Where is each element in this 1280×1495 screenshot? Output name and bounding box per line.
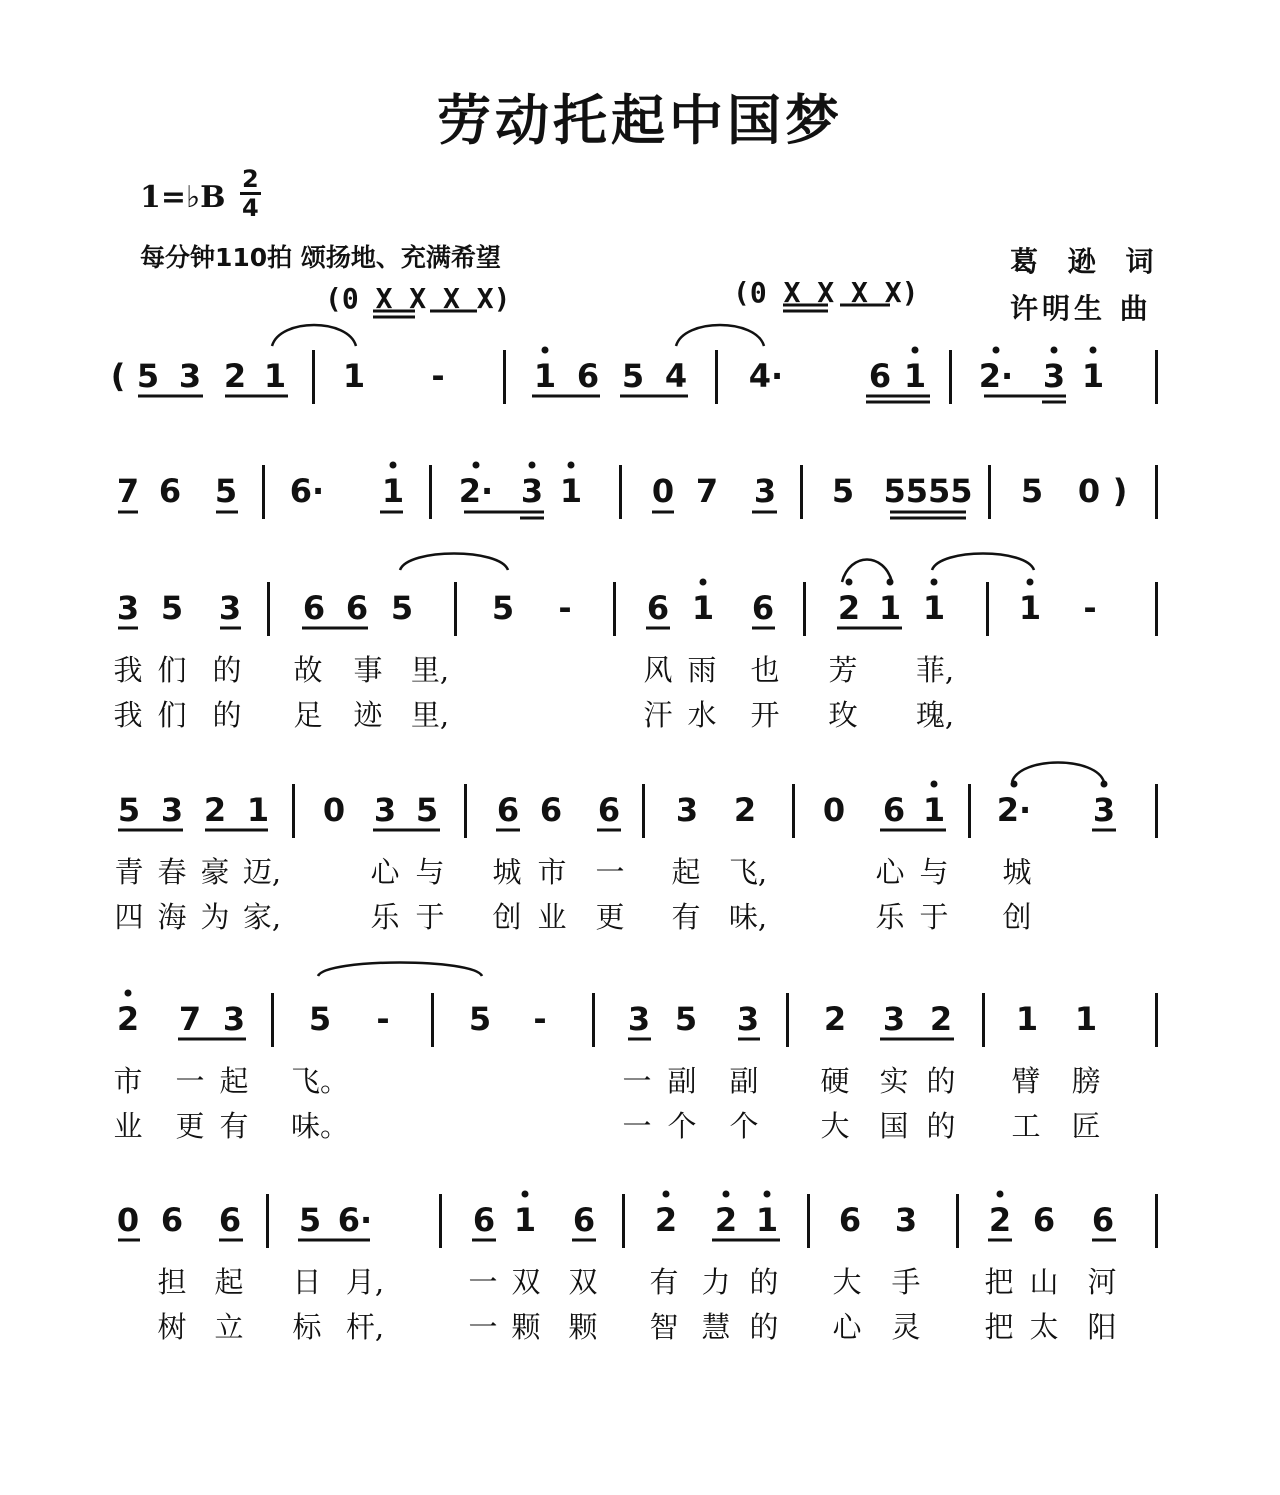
key-signature: 1=♭B bbox=[140, 180, 226, 215]
lyric-syllable: 心 bbox=[370, 855, 400, 889]
note: 1 bbox=[755, 1201, 779, 1239]
note: 2 bbox=[837, 589, 861, 627]
lyric-syllable: 手 bbox=[891, 1265, 921, 1299]
note: 5 bbox=[1020, 472, 1044, 510]
lyric-syllable: 们 bbox=[157, 653, 187, 687]
note: 3 bbox=[1042, 357, 1066, 395]
note: 5 bbox=[831, 472, 855, 510]
barline bbox=[642, 784, 645, 838]
note: 0 bbox=[1077, 472, 1101, 510]
lyric-syllable: 我 bbox=[113, 698, 143, 732]
barline bbox=[292, 784, 295, 838]
lyric-syllable: 业 bbox=[537, 900, 567, 934]
note: 2 bbox=[714, 1201, 738, 1239]
note: 6 bbox=[572, 1201, 596, 1239]
note: 6 bbox=[1091, 1201, 1115, 1239]
lyric-syllable: 味, bbox=[728, 900, 768, 934]
lyric-syllable: 山 bbox=[1029, 1265, 1059, 1299]
note: 3 bbox=[160, 791, 184, 829]
lyric-syllable: 慧 bbox=[701, 1310, 731, 1344]
lyric-syllable: 豪 bbox=[200, 855, 230, 889]
note: 2 bbox=[654, 1201, 678, 1239]
lyric-syllable: 迹 bbox=[353, 698, 383, 732]
note: 6 bbox=[218, 1201, 242, 1239]
lyric-syllable: 太 bbox=[1029, 1310, 1059, 1344]
barline bbox=[807, 1194, 810, 1248]
lyric-syllable: 为 bbox=[200, 900, 230, 934]
note: 5 bbox=[136, 357, 160, 395]
lyric-syllable: 乐 bbox=[370, 900, 400, 934]
note: 3 bbox=[736, 1000, 760, 1038]
barline bbox=[464, 784, 467, 838]
lyric-syllable: 双 bbox=[568, 1265, 598, 1299]
lyric-syllable: 与 bbox=[415, 855, 445, 889]
lyric-syllable: 足 bbox=[293, 698, 323, 732]
barline bbox=[1155, 582, 1158, 636]
note: 6 bbox=[576, 357, 600, 395]
bracket: ) bbox=[1112, 472, 1128, 510]
note: 7 bbox=[116, 472, 140, 510]
lyric-syllable: 春 bbox=[157, 855, 187, 889]
lyric-syllable: 臂 bbox=[1011, 1064, 1041, 1098]
note: 6 bbox=[496, 791, 520, 829]
lyric-syllable: 一 bbox=[468, 1265, 498, 1299]
percussion-pattern-1: (0 X X X X) bbox=[325, 282, 511, 315]
score-row-5 bbox=[0, 999, 1280, 1059]
lyric-syllable: 事 bbox=[353, 653, 383, 687]
lyric-syllable: 担 bbox=[157, 1265, 187, 1299]
lyric-syllable: 更 bbox=[595, 900, 625, 934]
lyric-syllable: 灵 bbox=[891, 1310, 921, 1344]
lyric-syllable: 飞。 bbox=[290, 1064, 350, 1098]
lyric-syllable: 双 bbox=[511, 1265, 541, 1299]
tie-slur bbox=[676, 325, 764, 346]
note: 2· bbox=[458, 472, 494, 510]
note: 3 bbox=[627, 1000, 651, 1038]
barline bbox=[622, 1194, 625, 1248]
hold-dash: - bbox=[376, 1000, 390, 1038]
lyric-syllable: 城 bbox=[1002, 855, 1032, 889]
note: 3 bbox=[218, 589, 242, 627]
note: 2 bbox=[929, 1000, 953, 1038]
barline bbox=[715, 350, 718, 404]
time-denominator: 4 bbox=[242, 194, 259, 222]
lyric-syllable: 里, bbox=[410, 698, 450, 732]
note: 3 bbox=[222, 1000, 246, 1038]
lyric-syllable: 芳 bbox=[828, 653, 858, 687]
note: 3 bbox=[675, 791, 699, 829]
barline bbox=[1155, 350, 1158, 404]
lyric-syllable: 家, bbox=[242, 900, 282, 934]
barline bbox=[266, 1194, 269, 1248]
lyric-syllable: 雨 bbox=[687, 653, 717, 687]
lyric-syllable: 创 bbox=[1002, 900, 1032, 934]
lyric-syllable: 有 bbox=[671, 900, 701, 934]
lyric-syllable: 力 bbox=[701, 1265, 731, 1299]
note: 2 bbox=[988, 1201, 1012, 1239]
lyric-syllable: 一 bbox=[175, 1064, 205, 1098]
lyric-syllable: 心 bbox=[832, 1310, 862, 1344]
octave-dot bbox=[993, 347, 1000, 354]
lyric-syllable: 更 bbox=[175, 1109, 205, 1143]
barline bbox=[786, 993, 789, 1047]
note: 3 bbox=[882, 1000, 906, 1038]
tie-slur bbox=[400, 554, 508, 571]
lyric-syllable: 国 bbox=[879, 1109, 909, 1143]
barline bbox=[803, 582, 806, 636]
lyric-syllable: 四 bbox=[114, 900, 144, 934]
note: 3 bbox=[520, 472, 544, 510]
lyric-syllable: 有 bbox=[219, 1109, 249, 1143]
lyricist-credit: 葛 逊 词 bbox=[1010, 245, 1164, 278]
lyric-syllable: 汗 bbox=[643, 698, 673, 732]
note: 6 bbox=[160, 1201, 184, 1239]
time-numerator: 2 bbox=[242, 165, 259, 193]
note: 1 bbox=[1018, 589, 1042, 627]
octave-dot bbox=[1051, 347, 1058, 354]
lyric-syllable: 故 bbox=[293, 653, 323, 687]
lyric-syllable: 一 bbox=[622, 1109, 652, 1143]
lyric-syllable: 也 bbox=[750, 653, 780, 687]
lyric-syllable: 河 bbox=[1087, 1265, 1117, 1299]
barline bbox=[613, 582, 616, 636]
lyric-syllable: 起 bbox=[219, 1064, 249, 1098]
barline bbox=[619, 465, 622, 519]
note: 5 bbox=[214, 472, 238, 510]
note: 5 bbox=[674, 1000, 698, 1038]
barline bbox=[949, 350, 952, 404]
octave-dot bbox=[931, 781, 938, 788]
note: 6 bbox=[302, 589, 326, 627]
score-row-1 bbox=[0, 356, 1280, 416]
note: 6 bbox=[597, 791, 621, 829]
hold-dash: - bbox=[533, 1000, 547, 1038]
barline bbox=[1155, 784, 1158, 838]
lyric-syllable: 副 bbox=[667, 1064, 697, 1098]
octave-dot bbox=[700, 579, 707, 586]
tie-slur bbox=[1012, 763, 1104, 783]
barline bbox=[503, 350, 506, 404]
barline bbox=[431, 993, 434, 1047]
octave-dot bbox=[1011, 781, 1018, 788]
percussion-pattern-2: (0 X X X X) bbox=[733, 276, 919, 309]
note: 3 bbox=[373, 791, 397, 829]
lyric-syllable: 于 bbox=[919, 900, 949, 934]
octave-dot bbox=[846, 579, 853, 586]
note: 6 bbox=[646, 589, 670, 627]
octave-dot bbox=[887, 579, 894, 586]
octave-dot bbox=[1090, 347, 1097, 354]
note: 5 bbox=[298, 1201, 322, 1239]
barline bbox=[982, 993, 985, 1047]
lyric-syllable: 工 bbox=[1011, 1109, 1041, 1143]
note: 1 bbox=[1074, 1000, 1098, 1038]
tie-slur bbox=[272, 325, 356, 346]
note: 2 bbox=[733, 791, 757, 829]
barline bbox=[439, 1194, 442, 1248]
octave-dot bbox=[390, 462, 397, 469]
octave-dot bbox=[1101, 781, 1108, 788]
lyric-syllable: 智 bbox=[649, 1310, 679, 1344]
barline bbox=[262, 465, 265, 519]
lyric-syllable: 大 bbox=[820, 1109, 850, 1143]
lyric-syllable: 于 bbox=[415, 900, 445, 934]
lyric-syllable: 阳 bbox=[1087, 1310, 1117, 1344]
note: 6 bbox=[158, 472, 182, 510]
note: 2· bbox=[978, 357, 1014, 395]
note: 3 bbox=[753, 472, 777, 510]
lyric-syllable: 与 bbox=[919, 855, 949, 889]
note: 1 bbox=[381, 472, 405, 510]
barline bbox=[429, 465, 432, 519]
note: 5 bbox=[390, 589, 414, 627]
lyric-syllable: 玫 bbox=[828, 698, 858, 732]
note: 3 bbox=[1092, 791, 1116, 829]
lyric-syllable: 把 bbox=[984, 1310, 1014, 1344]
lyric-syllable: 副 bbox=[729, 1064, 759, 1098]
barline bbox=[988, 465, 991, 519]
lyric-syllable: 菲, bbox=[915, 653, 955, 687]
barline bbox=[592, 993, 595, 1047]
lyric-syllable: 个 bbox=[667, 1109, 697, 1143]
octave-dot bbox=[931, 579, 938, 586]
lyric-syllable: 我 bbox=[113, 653, 143, 687]
note: 6 bbox=[882, 791, 906, 829]
tempo-marking: 每分钟110拍 颂扬地、充满希望 bbox=[140, 243, 501, 272]
note: 2· bbox=[996, 791, 1032, 829]
note: 5 bbox=[621, 357, 645, 395]
lyric-syllable: 味。 bbox=[290, 1109, 350, 1143]
hold-dash: - bbox=[1083, 589, 1097, 627]
lyric-syllable: 的 bbox=[926, 1109, 956, 1143]
lyric-syllable: 的 bbox=[749, 1265, 779, 1299]
lyric-syllable: 大 bbox=[832, 1265, 862, 1299]
lyric-syllable: 市 bbox=[537, 855, 567, 889]
barline bbox=[1155, 993, 1158, 1047]
barline bbox=[312, 350, 315, 404]
octave-dot bbox=[568, 462, 575, 469]
barline bbox=[1155, 465, 1158, 519]
lyric-syllable: 杆, bbox=[345, 1310, 385, 1344]
note: 6· bbox=[337, 1201, 373, 1239]
lyric-syllable: 匠 bbox=[1071, 1109, 1101, 1143]
note: 5555 bbox=[883, 472, 973, 510]
note: 5 bbox=[415, 791, 439, 829]
lyric-syllable: 一 bbox=[595, 855, 625, 889]
score-row-6 bbox=[0, 1200, 1280, 1260]
barline bbox=[968, 784, 971, 838]
barline bbox=[1155, 1194, 1158, 1248]
lyric-syllable: 心 bbox=[875, 855, 905, 889]
octave-dot bbox=[912, 347, 919, 354]
lyric-syllable: 青 bbox=[114, 855, 144, 889]
lyric-syllable: 们 bbox=[157, 698, 187, 732]
octave-dot bbox=[542, 347, 549, 354]
lyric-syllable: 把 bbox=[984, 1265, 1014, 1299]
note: 1 bbox=[922, 589, 946, 627]
note: 7 bbox=[695, 472, 719, 510]
note: 1 bbox=[342, 357, 366, 395]
time-signature bbox=[240, 166, 261, 221]
note: 6 bbox=[345, 589, 369, 627]
lyric-syllable: 的 bbox=[749, 1310, 779, 1344]
octave-dot bbox=[997, 1191, 1004, 1198]
note: 6 bbox=[751, 589, 775, 627]
note: 1 bbox=[559, 472, 583, 510]
note: 1 bbox=[1081, 357, 1105, 395]
bracket: ( bbox=[110, 357, 126, 395]
octave-dot bbox=[764, 1191, 771, 1198]
lyric-syllable: 月, bbox=[345, 1265, 385, 1299]
note: 3 bbox=[116, 589, 140, 627]
note: 2 bbox=[823, 1000, 847, 1038]
score-row-3 bbox=[0, 588, 1280, 648]
note: 5 bbox=[160, 589, 184, 627]
score-row-2 bbox=[0, 471, 1280, 531]
note: 1 bbox=[691, 589, 715, 627]
song-title: 劳动托起中国梦 bbox=[437, 88, 843, 152]
lyric-syllable: 树 bbox=[157, 1310, 187, 1344]
barline bbox=[800, 465, 803, 519]
lyric-syllable: 日 bbox=[292, 1265, 322, 1299]
note: 2 bbox=[116, 1000, 140, 1038]
lyric-syllable: 飞, bbox=[728, 855, 768, 889]
lyric-syllable: 风 bbox=[643, 653, 673, 687]
barline bbox=[267, 582, 270, 636]
hold-dash: - bbox=[431, 357, 445, 395]
octave-dot bbox=[663, 1191, 670, 1198]
note: 1 bbox=[1015, 1000, 1039, 1038]
hold-dash: - bbox=[558, 589, 572, 627]
note: 1 bbox=[513, 1201, 537, 1239]
note: 4 bbox=[664, 357, 688, 395]
note: 3 bbox=[894, 1201, 918, 1239]
lyric-syllable: 市 bbox=[113, 1064, 143, 1098]
note: 1 bbox=[246, 791, 270, 829]
composer-credit: 许明生 曲 bbox=[1010, 292, 1152, 325]
lyric-syllable: 颗 bbox=[511, 1310, 541, 1344]
note: 1 bbox=[263, 357, 287, 395]
tie-slur bbox=[932, 554, 1034, 571]
note: 6 bbox=[472, 1201, 496, 1239]
octave-dot bbox=[529, 462, 536, 469]
barline bbox=[271, 993, 274, 1047]
lyric-syllable: 开 bbox=[750, 698, 780, 732]
barline bbox=[956, 1194, 959, 1248]
tie-slur bbox=[318, 963, 482, 977]
lyric-syllable: 城 bbox=[492, 855, 522, 889]
note: 3 bbox=[178, 357, 202, 395]
octave-dot bbox=[1027, 579, 1034, 586]
lyric-syllable: 硬 bbox=[820, 1064, 850, 1098]
lyric-syllable: 的 bbox=[212, 653, 242, 687]
barline bbox=[454, 582, 457, 636]
note: 1 bbox=[903, 357, 927, 395]
lyric-syllable: 瑰, bbox=[915, 698, 955, 732]
note: 1 bbox=[878, 589, 902, 627]
lyric-syllable: 海 bbox=[157, 900, 187, 934]
octave-dot bbox=[473, 462, 480, 469]
octave-dot bbox=[522, 1191, 529, 1198]
note: 2 bbox=[223, 357, 247, 395]
tie-slur bbox=[842, 560, 892, 583]
lyric-syllable: 的 bbox=[926, 1064, 956, 1098]
note: 5 bbox=[491, 589, 515, 627]
lyric-syllable: 水 bbox=[687, 698, 717, 732]
note: 4· bbox=[748, 357, 784, 395]
lyric-syllable: 有 bbox=[649, 1265, 679, 1299]
octave-dot bbox=[125, 990, 132, 997]
octave-dot bbox=[723, 1191, 730, 1198]
lyric-syllable: 乐 bbox=[875, 900, 905, 934]
lyric-syllable: 起 bbox=[671, 855, 701, 889]
note: 7 bbox=[178, 1000, 202, 1038]
note: 1 bbox=[533, 357, 557, 395]
lyric-syllable: 一 bbox=[468, 1310, 498, 1344]
lyric-syllable: 标 bbox=[292, 1310, 322, 1344]
barline bbox=[986, 582, 989, 636]
note: 5 bbox=[468, 1000, 492, 1038]
lyric-syllable: 创 bbox=[492, 900, 522, 934]
note: 5 bbox=[308, 1000, 332, 1038]
note: 6· bbox=[289, 472, 325, 510]
lyric-syllable: 迈, bbox=[242, 855, 282, 889]
note: 6 bbox=[539, 791, 563, 829]
lyric-syllable: 个 bbox=[729, 1109, 759, 1143]
note: 5 bbox=[117, 791, 141, 829]
lyric-syllable: 一 bbox=[622, 1064, 652, 1098]
lyric-syllable: 起 bbox=[214, 1265, 244, 1299]
note: 2 bbox=[203, 791, 227, 829]
lyric-syllable: 膀 bbox=[1071, 1064, 1101, 1098]
note: 6 bbox=[868, 357, 892, 395]
lyric-syllable: 实 bbox=[879, 1064, 909, 1098]
note: 6 bbox=[838, 1201, 862, 1239]
barline bbox=[792, 784, 795, 838]
note: 6 bbox=[1032, 1201, 1056, 1239]
lyric-syllable: 的 bbox=[212, 698, 242, 732]
lyric-syllable: 立 bbox=[214, 1310, 244, 1344]
note: 0 bbox=[322, 791, 346, 829]
note: 0 bbox=[651, 472, 675, 510]
lyric-syllable: 颗 bbox=[568, 1310, 598, 1344]
score-row-4 bbox=[0, 790, 1280, 850]
note: 0 bbox=[116, 1201, 140, 1239]
note: 1 bbox=[922, 791, 946, 829]
lyric-syllable: 里, bbox=[410, 653, 450, 687]
note: 0 bbox=[822, 791, 846, 829]
lyric-syllable: 业 bbox=[113, 1109, 143, 1143]
